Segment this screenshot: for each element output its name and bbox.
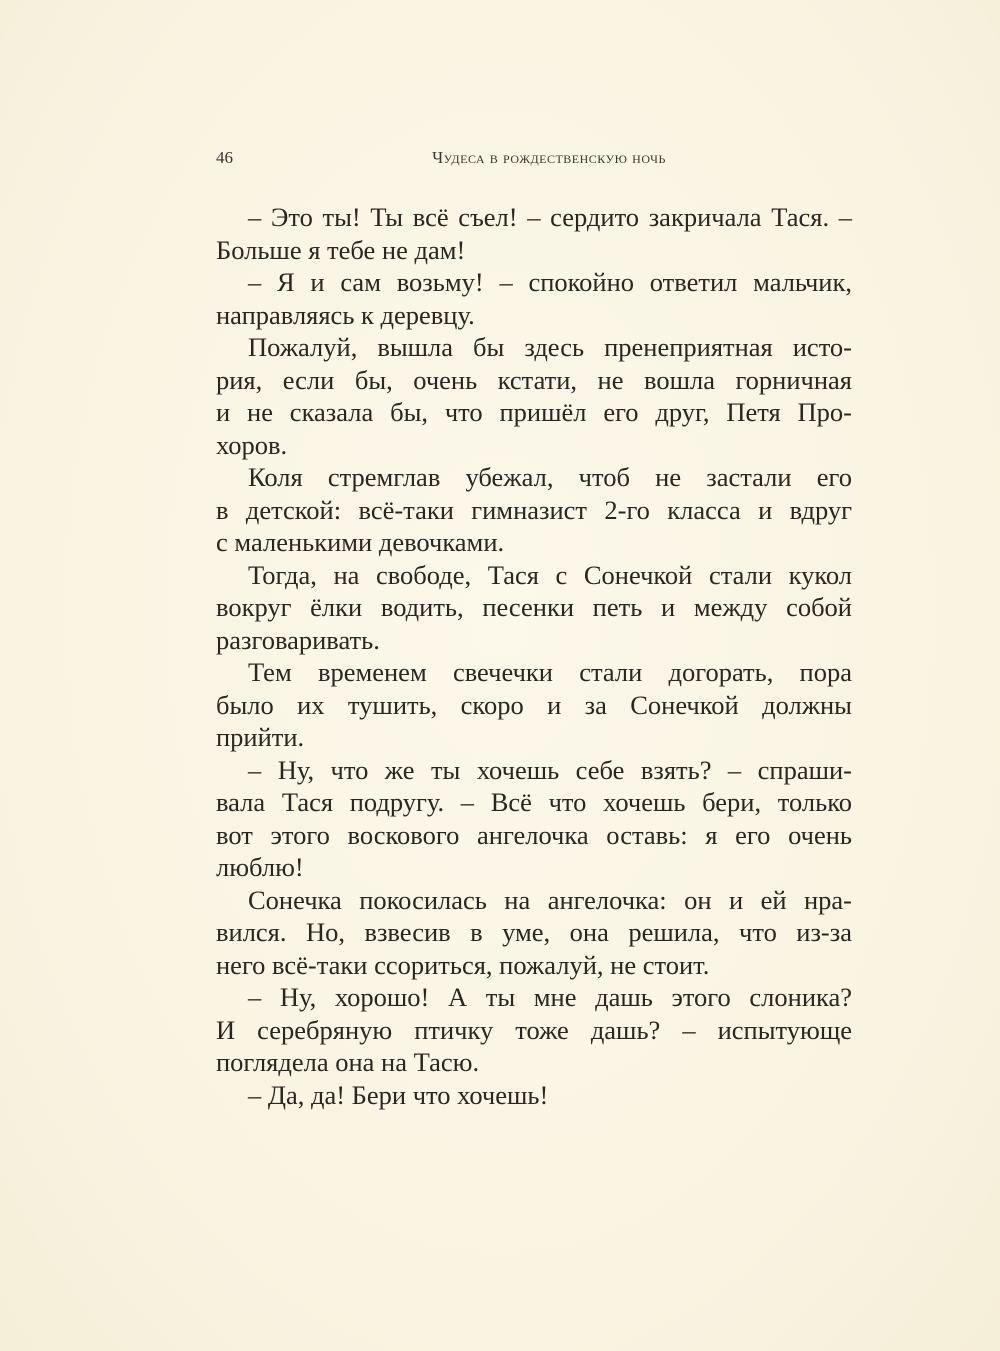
text-line: в детской: всё-таки гимназист 2-го класса и вдруг <box>216 494 852 525</box>
text-line: Больше я тебе не дам! <box>216 234 466 265</box>
running-title: Чудеса в рождественскую ночь <box>432 148 666 167</box>
text-line: разговаривать. <box>216 624 380 655</box>
text-line: – Ну, что же ты хочешь себе взять? – спраши- <box>248 754 852 785</box>
page-header <box>216 148 852 176</box>
text-line: поглядела она на Тасю. <box>216 1047 480 1077</box>
text-line: вился. Но, взвесив в уме, она решила, что из-за <box>216 917 852 947</box>
body-text <box>216 201 852 1111</box>
text-line: – Это ты! Ты всё съел! – сердито закричала Тася. – <box>248 202 852 232</box>
text-line: направляясь к деревцу. <box>216 299 475 330</box>
text-line: хоров. <box>216 429 288 460</box>
text-line: с маленькими девочками. <box>216 527 505 557</box>
text-line: люблю! <box>216 852 304 882</box>
text-line: него всё-таки ссориться, пожалуй, не стоит. <box>216 949 710 980</box>
text-line: – Ну, хорошо! А ты мне дашь этого слоника? <box>248 982 852 1012</box>
text-line: И серебряную птичку тоже дашь? – испытующе <box>216 1014 852 1045</box>
text-line: Тем временем свечечки стали догорать, пора <box>248 657 852 687</box>
page-number: 46 <box>216 148 233 167</box>
text-line: – Я и сам возьму! – спокойно ответил мальчик, <box>248 267 852 297</box>
text-line: Пожалуй, вышла бы здесь пренеприятная исто- <box>248 332 852 362</box>
text-line: вала Тася подругу. – Всё что хочешь бери, только <box>216 787 852 817</box>
text-line: Коля стремглав убежал, чтоб не застали его <box>248 462 852 492</box>
text-line: рия, если бы, очень кстати, не вошла горничная <box>216 364 852 395</box>
text-line: – Да, да! Бери что хочешь! <box>248 1079 549 1110</box>
text-line: вокруг ёлки водить, песенки петь и между собой <box>216 592 852 622</box>
text-line: Тогда, на свободе, Тася с Сонечкой стали кукол <box>248 559 852 590</box>
text-line: и не сказала бы, что пришёл его друг, Петя Про- <box>216 397 852 427</box>
text-line: вот этого воскового ангелочка оставь: я его очень <box>216 819 852 850</box>
text-line: Сонечка покосилась на ангелочка: он и ей нра- <box>248 884 852 915</box>
text-line: было их тушить, скоро и за Сонечкой должны <box>216 689 852 720</box>
text-line: прийти. <box>216 722 305 752</box>
